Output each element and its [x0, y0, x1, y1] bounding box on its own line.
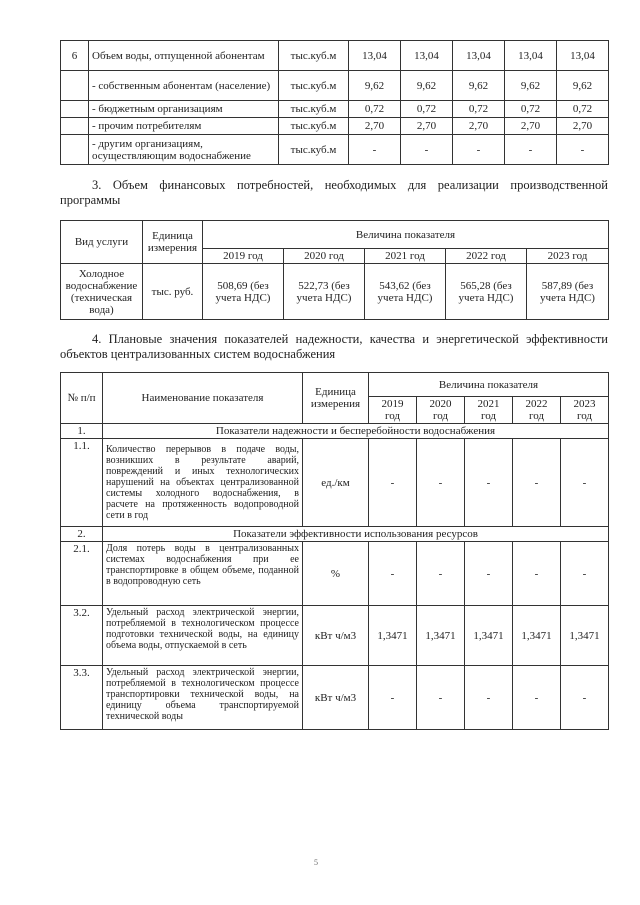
page-number: 5 [314, 858, 318, 867]
year: 2019 [381, 398, 404, 410]
value-cell: - [465, 542, 513, 606]
section-number: 1. [61, 424, 103, 439]
row-unit: кВт ч/м3 [303, 666, 369, 730]
row-unit: % [303, 542, 369, 606]
table-row [61, 41, 609, 71]
row-name: - прочим потребителям [89, 118, 279, 135]
water-volume-table [60, 40, 609, 165]
table-row [61, 71, 609, 101]
section-row [61, 527, 609, 542]
value-cell: - [513, 666, 561, 730]
year-header: 2021 год [365, 249, 446, 264]
row-name: - бюджетным организациям [89, 101, 279, 118]
value-cell: 9,62 [401, 71, 453, 101]
value-cell: 2,70 [401, 118, 453, 135]
value-cell: 0,72 [401, 101, 453, 118]
value-cell: 2,70 [505, 118, 557, 135]
row-name: - другим организациям, осуществляющим водоснабжение [89, 135, 279, 165]
value-cell: 9,62 [557, 71, 609, 101]
value-cell: 0,72 [349, 101, 401, 118]
row-number [61, 135, 89, 165]
row-unit: тыс.куб.м [279, 71, 349, 101]
row-name: Доля потерь воды в централизованных системах водоснабжения при ее транспортировке в общем объеме, поданной в водопроводную сеть [103, 542, 303, 606]
year: 2021 [477, 398, 500, 410]
table-row [61, 135, 609, 165]
value-cell: 1,3471 [465, 606, 513, 666]
value-cell: - [557, 135, 609, 165]
table-row [61, 118, 609, 135]
year-header: 2022 год [446, 249, 527, 264]
value-cell: - [505, 135, 557, 165]
table-row [61, 542, 609, 606]
row-number: 1.1. [61, 439, 103, 527]
header-unit: Единица измерения [303, 373, 369, 424]
value-cell: 2,70 [453, 118, 505, 135]
row-name: Объем воды, отпущенной абонентам [89, 41, 279, 71]
value-cell: - [369, 439, 417, 527]
value-cell: - [417, 666, 465, 730]
row-name: Количество перерывов в подаче воды, возникших в результате аварий, повреждений и иных технологических нарушений на объектах централизованной системы холодного водоснабжения, в расчете на протяженность водопроводной сети в год [103, 439, 303, 527]
header-service: Вид услуги [61, 221, 143, 264]
year-header [417, 397, 465, 424]
row-unit: тыс.куб.м [279, 101, 349, 118]
row-unit: ед./км [303, 439, 369, 527]
row-unit: тыс.куб.м [279, 135, 349, 165]
value-cell: 0,72 [557, 101, 609, 118]
service-unit: тыс. руб. [143, 264, 203, 320]
header-value: Величина показателя [369, 373, 609, 397]
section-number: 2. [61, 527, 103, 542]
value-cell: 543,62 (без учета НДС) [365, 264, 446, 320]
value-cell: 508,69 (без учета НДС) [203, 264, 284, 320]
year-header: 2020 год [284, 249, 365, 264]
year-suffix: год [432, 410, 449, 422]
value-cell: 9,62 [453, 71, 505, 101]
row-number [61, 71, 89, 101]
indicators-table [60, 372, 609, 730]
value-cell: 9,62 [505, 71, 557, 101]
year-header [465, 397, 513, 424]
financial-needs-table [60, 220, 609, 320]
value-cell: 13,04 [349, 41, 401, 71]
year-suffix: год [576, 410, 593, 422]
table-row [61, 264, 609, 320]
row-number: 2.1. [61, 542, 103, 606]
value-cell: 13,04 [453, 41, 505, 71]
service-name: Холодное водоснабжение (техническая вода) [61, 264, 143, 320]
table-row [61, 606, 609, 666]
value-cell: 13,04 [401, 41, 453, 71]
row-name: - собственным абонентам (население) [89, 71, 279, 101]
header-number: № п/п [61, 373, 103, 424]
header-value: Величина показателя [203, 221, 609, 249]
year: 2020 [429, 398, 452, 410]
value-cell: - [453, 135, 505, 165]
value-cell: 587,89 (без учета НДС) [527, 264, 609, 320]
value-cell: 0,72 [453, 101, 505, 118]
value-cell: - [369, 542, 417, 606]
year-suffix: год [528, 410, 545, 422]
row-name: Удельный расход электрической энергии, потребляемой в технологическом процессе подготовки технической воды, на единицу объема воды, отпускаемой в сеть [103, 606, 303, 666]
header-unit: Единица измерения [143, 221, 203, 264]
header-name: Наименование показателя [103, 373, 303, 424]
row-number: 3.3. [61, 666, 103, 730]
value-cell: - [417, 439, 465, 527]
year-header [369, 397, 417, 424]
value-cell: 2,70 [349, 118, 401, 135]
section-title: Показатели эффективности использования ресурсов [103, 527, 609, 542]
section-4-heading: 4. Плановые значения показателей надежности, качества и энергетической эффективности объектов централизованных систем водоснабжения [60, 332, 608, 361]
year-header [513, 397, 561, 424]
section-row [61, 424, 609, 439]
section-3-heading: 3. Объем финансовых потребностей, необходимых для реализации производственной программы [60, 178, 608, 207]
value-cell: 0,72 [505, 101, 557, 118]
table-row [61, 101, 609, 118]
row-unit: тыс.куб.м [279, 41, 349, 71]
value-cell: - [401, 135, 453, 165]
value-cell: 1,3471 [561, 606, 609, 666]
value-cell: - [513, 439, 561, 527]
value-cell: 2,70 [557, 118, 609, 135]
row-number [61, 101, 89, 118]
value-cell: - [369, 666, 417, 730]
year: 2023 [573, 398, 596, 410]
value-cell: 522,73 (без учета НДС) [284, 264, 365, 320]
value-cell: 1,3471 [369, 606, 417, 666]
value-cell: - [417, 542, 465, 606]
value-cell: - [561, 666, 609, 730]
value-cell: 1,3471 [417, 606, 465, 666]
year: 2022 [525, 398, 548, 410]
value-cell: 565,28 (без учета НДС) [446, 264, 527, 320]
value-cell: 13,04 [557, 41, 609, 71]
value-cell: - [561, 439, 609, 527]
table-row [61, 666, 609, 730]
value-cell: - [513, 542, 561, 606]
value-cell: 13,04 [505, 41, 557, 71]
value-cell: - [465, 666, 513, 730]
year-header [561, 397, 609, 424]
value-cell: - [561, 542, 609, 606]
year-header: 2023 год [527, 249, 609, 264]
year-suffix: год [480, 410, 497, 422]
value-cell: 9,62 [349, 71, 401, 101]
row-number: 3.2. [61, 606, 103, 666]
value-cell: - [349, 135, 401, 165]
table-row [61, 439, 609, 527]
row-number: 6 [61, 41, 89, 71]
row-unit: тыс.куб.м [279, 118, 349, 135]
row-number [61, 118, 89, 135]
row-name: Удельный расход электрической энергии, потребляемой в технологическом процессе транспортировки технической воды, на единицу объема транспортируемой технической воды [103, 666, 303, 730]
value-cell: 1,3471 [513, 606, 561, 666]
year-header: 2019 год [203, 249, 284, 264]
year-suffix: год [384, 410, 401, 422]
row-unit: кВт ч/м3 [303, 606, 369, 666]
value-cell: - [465, 439, 513, 527]
section-title: Показатели надежности и бесперебойности водоснабжения [103, 424, 609, 439]
